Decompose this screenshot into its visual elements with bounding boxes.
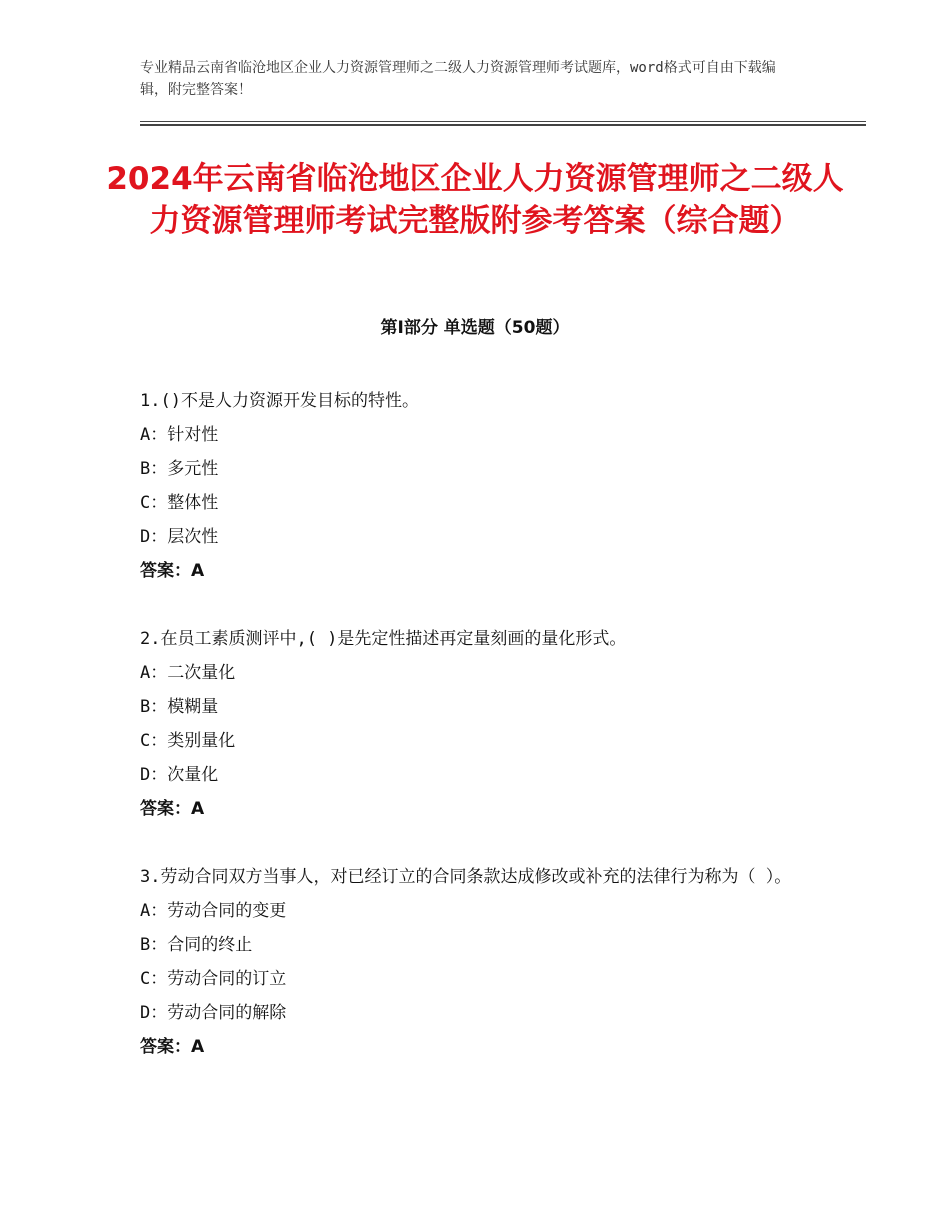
question-list (140, 384, 800, 1098)
answer: 答案：A (140, 561, 205, 581)
option-d: D：次量化 (140, 765, 219, 785)
option-b: B：多元性 (140, 459, 219, 479)
question-1 (140, 384, 800, 588)
option-c: C：整体性 (140, 493, 219, 513)
option-a: A：劳动合同的变更 (140, 901, 287, 921)
answer: 答案：A (140, 1037, 205, 1057)
question-stem: 3.劳动合同双方当事人，对已经订立的合同条款达成修改或补充的法律行为称为（ ）。 (140, 867, 792, 887)
answer: 答案：A (140, 799, 205, 819)
option-c: C：劳动合同的订立 (140, 969, 287, 989)
header-note: 专业精品云南省临沧地区企业人力资源管理师之二级人力资源管理师考试题库，word格式可自由下载编辑，附完整答案！ (140, 60, 776, 98)
option-b: B：合同的终止 (140, 935, 253, 955)
section-title: 第Ⅰ部分 单选题（50题） (380, 318, 570, 338)
question-3 (140, 860, 800, 1064)
option-a: A：二次量化 (140, 663, 236, 683)
document-title: 2024年云南省临沧地区企业人力资源管理师之二级人力资源管理师考试完整版附参考答案（综合题） (106, 161, 844, 239)
header-divider (140, 121, 866, 126)
question-stem: 1.()不是人力资源开发目标的特性。 (140, 391, 419, 411)
option-a: A：针对性 (140, 425, 219, 445)
question-stem: 2.在员工素质测评中,( )是先定性描述再定量刻画的量化形式。 (140, 629, 627, 649)
option-d: D：层次性 (140, 527, 219, 547)
option-d: D：劳动合同的解除 (140, 1003, 287, 1023)
question-2 (140, 622, 800, 826)
option-c: C：类别量化 (140, 731, 236, 751)
option-b: B：模糊量 (140, 697, 219, 717)
